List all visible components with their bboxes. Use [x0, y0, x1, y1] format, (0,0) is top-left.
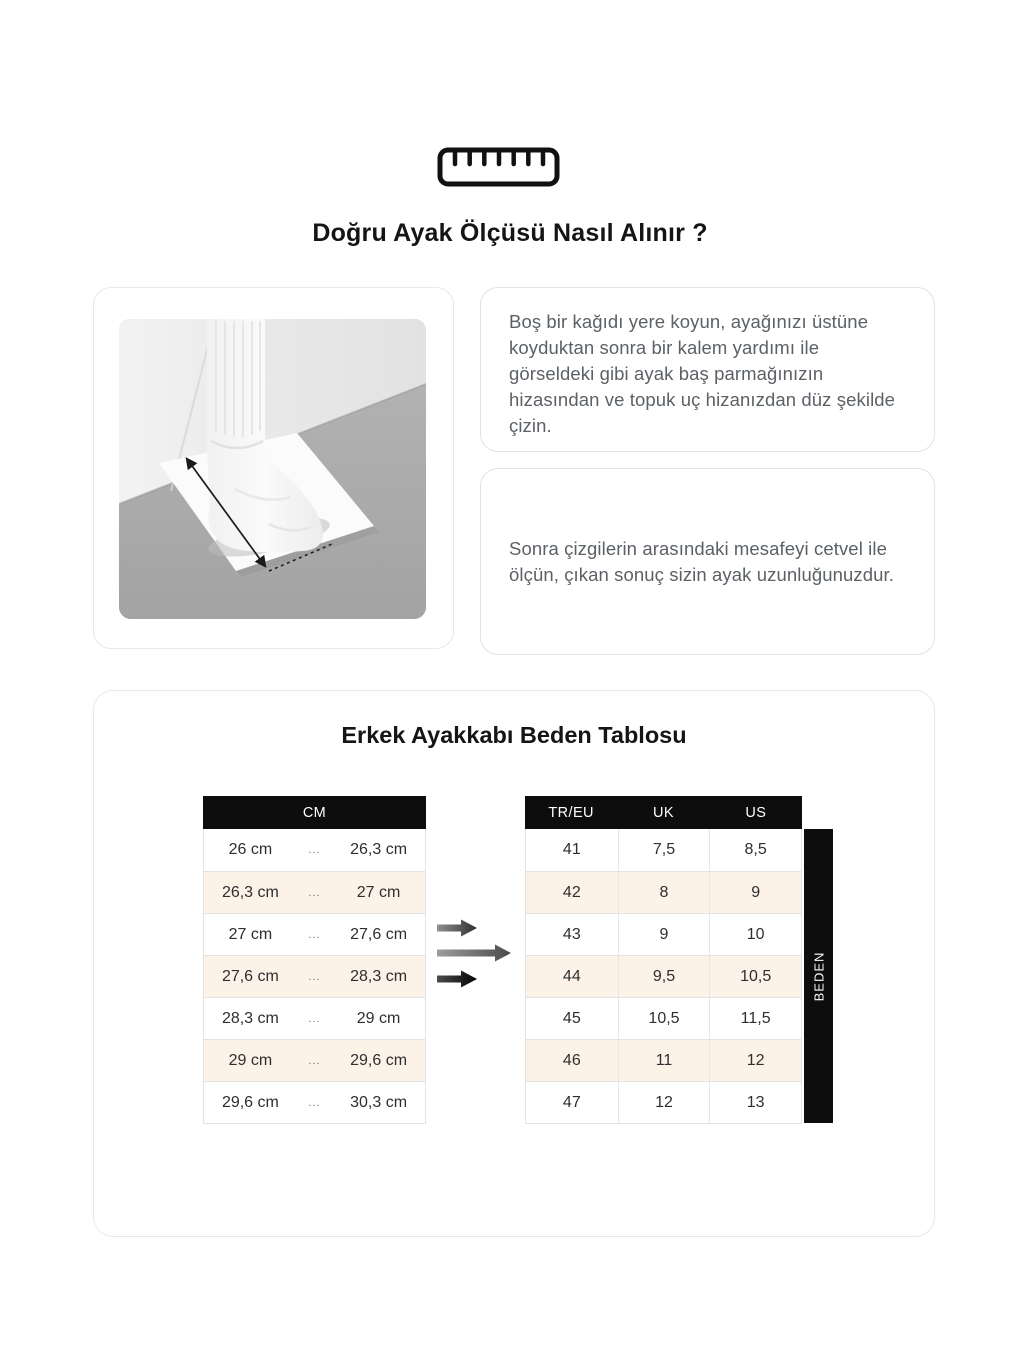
- cm-from-cell: 27 cm: [228, 925, 273, 943]
- size-cell: 8: [618, 872, 710, 913]
- cm-to-cell: 30,3 cm: [350, 1093, 408, 1111]
- size-cell: 44: [562, 967, 581, 985]
- section-title: Erkek Ayakkabı Beden Tablosu: [341, 722, 687, 748]
- cm-table-row: [204, 997, 425, 1039]
- cm-to-cell: 26,3 cm: [350, 841, 408, 858]
- range-separator: ...: [308, 1012, 321, 1025]
- page-title: Doğru Ayak Ölçüsü Nasıl Alınır ?: [312, 219, 708, 247]
- size-cell: 13: [709, 1082, 801, 1123]
- cm-to-cell: 28,3 cm: [350, 967, 408, 985]
- cm-table-row: [204, 955, 425, 997]
- size-table-row: [526, 1081, 801, 1123]
- instruction-step1-text: Boş bir kağıdı yere koyun, ayağınızı üstüne koyduktan sonra bir kalem yardımı ile görseldeki gibi ayak baş parmağınızın hizasından ve topuk uç hizanızdan düz şekilde çizin.: [509, 311, 896, 436]
- size-table-card: [93, 690, 935, 1237]
- ruler-icon: [437, 147, 560, 187]
- cm-to-cell: 27 cm: [356, 883, 401, 901]
- size-table: [525, 796, 802, 1124]
- size-table-row: [526, 997, 801, 1039]
- size-cell: 45: [562, 1009, 581, 1027]
- size-table-row: [526, 955, 801, 997]
- cm-to-cell: 29,6 cm: [350, 1051, 408, 1069]
- cm-from-cell: 29 cm: [228, 1051, 273, 1069]
- size-cell: 46: [562, 1051, 581, 1069]
- size-cell: 9: [709, 872, 801, 913]
- size-column-header: US: [745, 804, 767, 821]
- size-column-header: UK: [653, 804, 674, 821]
- size-cell: 11,5: [709, 998, 801, 1039]
- cm-table-row: [204, 1081, 425, 1123]
- size-table-row: [526, 829, 801, 871]
- cm-table-row: [204, 829, 425, 871]
- size-table-row: [526, 871, 801, 913]
- cm-table-row: [204, 913, 425, 955]
- foot-measurement-illustration: [119, 319, 426, 619]
- cm-from-cell: 28,3 cm: [221, 1009, 279, 1027]
- cm-to-cell: 29 cm: [356, 1009, 401, 1027]
- size-cell: 9,5: [618, 956, 710, 997]
- beden-label: BEDEN: [811, 951, 827, 1001]
- instruction-box-2: [480, 468, 935, 655]
- instruction-box-1: [480, 287, 935, 452]
- size-cell: 10,5: [709, 956, 801, 997]
- size-cell: 11: [618, 1040, 710, 1081]
- range-separator: ...: [308, 1096, 321, 1109]
- range-separator: ...: [308, 970, 321, 983]
- size-cell: 10,5: [618, 998, 710, 1039]
- cm-table-body: [203, 829, 426, 1124]
- size-cell: 43: [562, 925, 581, 943]
- size-column-header: TR/EU: [548, 804, 594, 821]
- cm-from-cell: 29,6 cm: [221, 1093, 279, 1111]
- cm-table-row: [204, 1039, 425, 1081]
- size-cell: 9: [618, 914, 710, 955]
- ruler-icon-svg: [437, 147, 560, 187]
- range-separator: ...: [308, 844, 321, 856]
- cm-to-cell: 27,6 cm: [350, 925, 408, 943]
- size-cell: 12: [618, 1082, 710, 1123]
- cm-from-cell: 27,6 cm: [221, 967, 279, 985]
- size-cell: 12: [709, 1040, 801, 1081]
- triple-right-arrows-svg: [435, 919, 515, 989]
- cm-from-cell: 26,3 cm: [221, 883, 279, 901]
- triple-right-arrows-icon: [435, 919, 515, 989]
- size-table-body: [525, 829, 802, 1124]
- cm-table-header: [203, 796, 426, 829]
- range-separator: ...: [308, 928, 321, 941]
- range-separator: ...: [308, 1054, 321, 1067]
- size-cell: 7,5: [618, 829, 710, 871]
- size-table-header: [525, 796, 802, 829]
- cm-table: [203, 796, 426, 1124]
- size-table-row: [526, 1039, 801, 1081]
- size-cell: 8,5: [709, 829, 801, 871]
- instruction-step2-text: Sonra çizgilerin arasındaki mesafeyi cetvel ile ölçün, çıkan sonuç sizin ayak uzunluğunuzdur.: [509, 537, 895, 585]
- photo-card: [93, 287, 454, 649]
- foot-measurement-photo: [119, 319, 426, 619]
- size-cell: 47: [562, 1093, 581, 1111]
- size-cell: 42: [562, 883, 581, 901]
- size-cell: 41: [562, 841, 581, 858]
- size-table-row: [526, 913, 801, 955]
- cm-from-cell: 26 cm: [228, 841, 273, 858]
- size-cell: 10: [709, 914, 801, 955]
- cm-header-label: CM: [302, 804, 327, 821]
- beden-side-bar: [804, 829, 833, 1123]
- cm-table-row: [204, 871, 425, 913]
- range-separator: ...: [308, 886, 321, 899]
